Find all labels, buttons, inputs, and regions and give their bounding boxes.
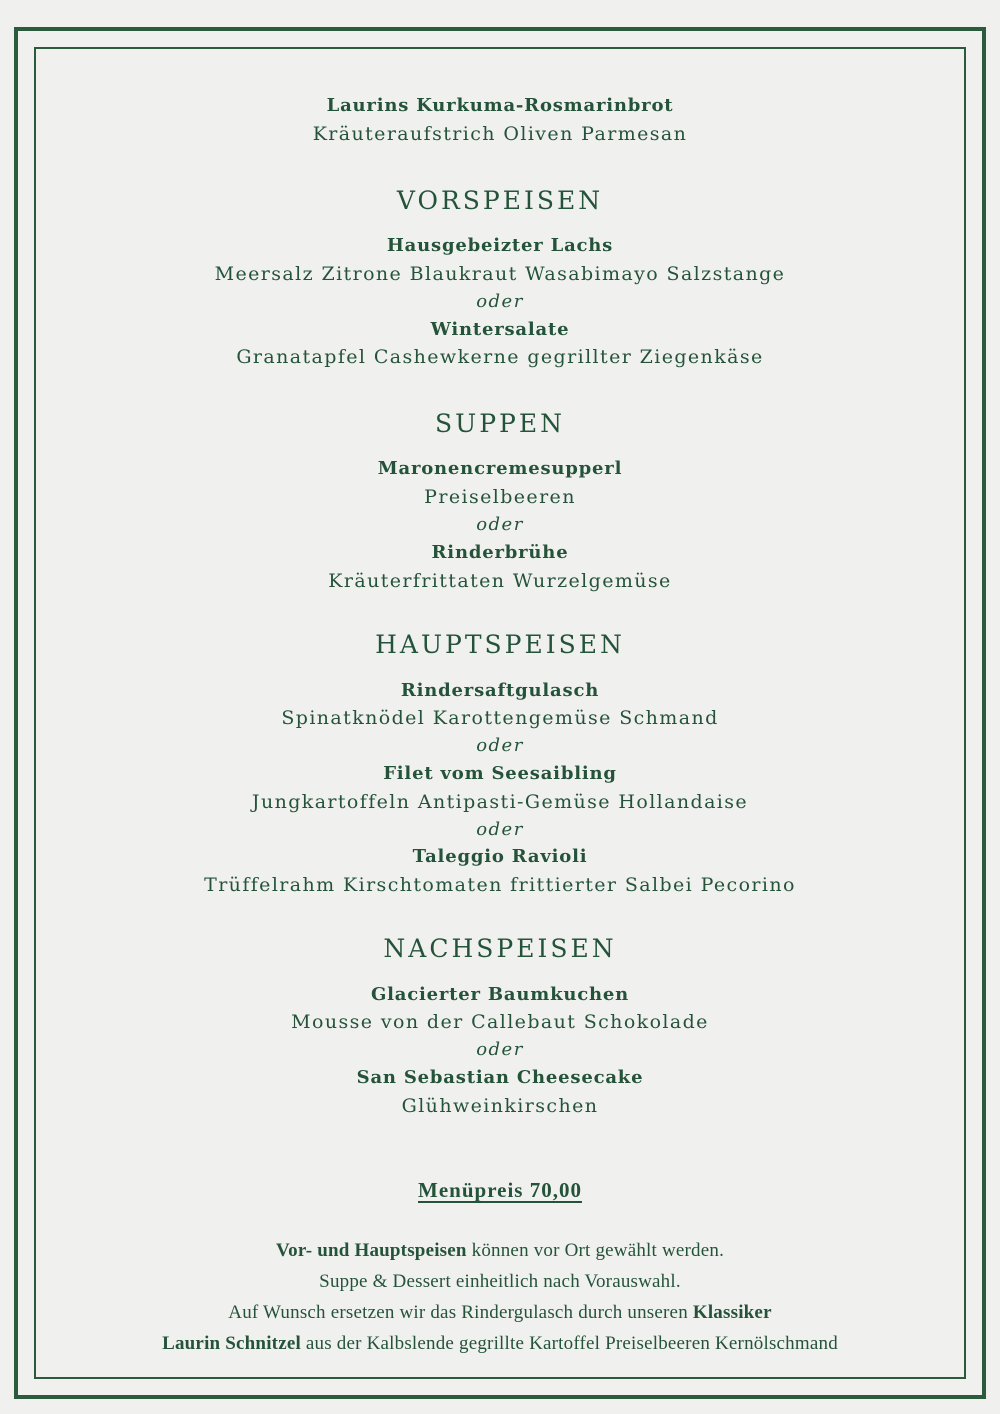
oder-separator: oder bbox=[476, 1039, 524, 1060]
dish-name: Taleggio Ravioli bbox=[412, 846, 588, 867]
dish-name: Maronencremesupperl bbox=[377, 458, 623, 479]
section-title-hauptspeisen: HAUPTSPEISEN bbox=[375, 630, 625, 659]
oder-separator: oder bbox=[476, 819, 524, 840]
section-title-vorspeisen: VORSPEISEN bbox=[396, 186, 604, 215]
bread-desc: Kräuteraufstrich Oliven Parmesan bbox=[312, 123, 688, 145]
note-line-1 bbox=[0, 1240, 1000, 1262]
dish-desc: Jungkartoffeln Antipasti-Gemüse Hollandaise bbox=[251, 791, 749, 813]
dish-name: Rinderbrühe bbox=[431, 542, 569, 563]
dish-desc: Granatapfel Cashewkerne gegrillter Ziegenkäse bbox=[236, 346, 764, 368]
dish-desc: Meersalz Zitrone Blaukraut Wasabimayo Salzstange bbox=[214, 263, 786, 285]
note-text: können vor Ort gewählt werden. bbox=[466, 1240, 725, 1261]
note-bold: Vor- und Hauptspeisen bbox=[275, 1240, 467, 1261]
bread-name: Laurins Kurkuma-Rosmarinbrot bbox=[326, 95, 674, 116]
dish-name: Glacierter Baumkuchen bbox=[370, 984, 630, 1005]
note-line-4 bbox=[0, 1333, 1000, 1355]
note-text: aus der Kalbslende gegrillte Kartoffel Preiselbeeren Kernölschmand bbox=[300, 1333, 838, 1354]
note-text: Auf Wunsch ersetzen wir das Rindergulasch durch unseren bbox=[228, 1302, 693, 1323]
dish-desc: Preiselbeeren bbox=[424, 486, 576, 508]
section-title-suppen: SUPPEN bbox=[435, 409, 565, 438]
dish-desc: Kräuterfrittaten Wurzelgemüse bbox=[328, 570, 672, 592]
dish-name: San Sebastian Cheesecake bbox=[356, 1067, 644, 1088]
dish-desc: Glühweinkirschen bbox=[401, 1095, 599, 1117]
dish-desc: Mousse von der Callebaut Schokolade bbox=[291, 1011, 709, 1033]
dish-desc: Spinatknödel Karottengemüse Schmand bbox=[281, 707, 719, 729]
dish-name: Hausgebeizter Lachs bbox=[386, 235, 614, 256]
oder-separator: oder bbox=[476, 514, 524, 535]
section-title-nachspeisen: NACHSPEISEN bbox=[383, 934, 617, 963]
note-line-3 bbox=[0, 1302, 1000, 1324]
note-text: Suppe & Dessert einheitlich nach Vorauswahl. bbox=[319, 1271, 681, 1292]
dish-name: Rindersaftgulasch bbox=[400, 680, 600, 701]
dish-desc: Trüffelrahm Kirschtomaten frittierter Salbei Pecorino bbox=[204, 874, 796, 896]
note-bold: Klassiker bbox=[692, 1302, 772, 1323]
dish-name: Wintersalate bbox=[430, 319, 570, 340]
oder-separator: oder bbox=[476, 291, 524, 312]
note-line-2 bbox=[0, 1271, 1000, 1293]
oder-separator: oder bbox=[476, 735, 524, 756]
dish-name: Filet vom Seesaibling bbox=[383, 763, 617, 784]
note-bold: Laurin Schnitzel bbox=[162, 1333, 301, 1354]
menu-price: Menüpreis 70,00 bbox=[418, 1178, 582, 1202]
